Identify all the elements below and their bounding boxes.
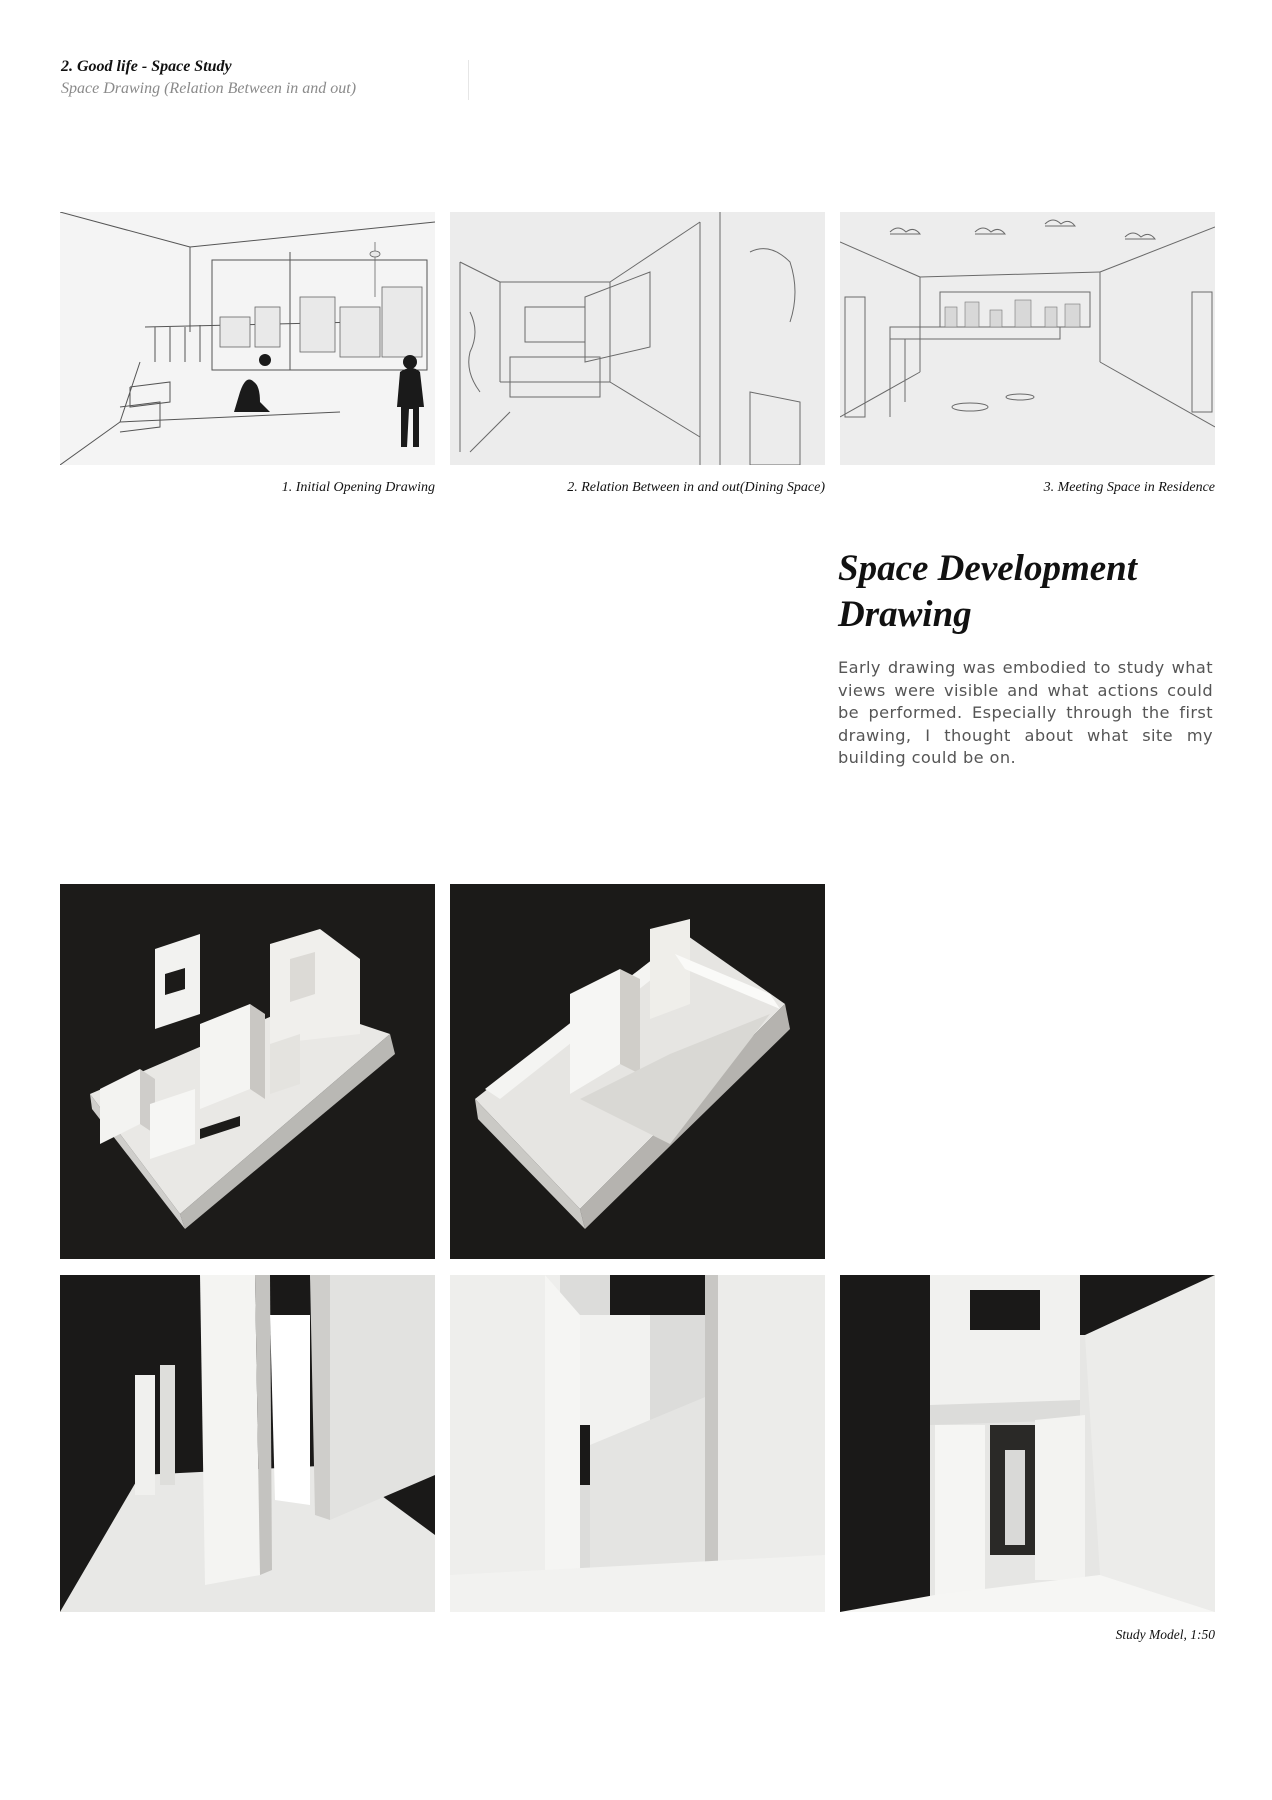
drawing-2-caption: 2. Relation Between in and out(Dining Space) xyxy=(567,480,825,495)
study-model-caption: Study Model, 1:50 xyxy=(1115,1627,1215,1642)
page-title: 2. Good life - Space Study xyxy=(61,58,232,75)
section-heading xyxy=(838,546,1218,638)
section-body: Early drawing was embodied to study what views were visible and what actions could be performed. Especially through the first drawing, I thought about what site my building could be on. xyxy=(838,658,1213,767)
section-heading-line1: Space Development xyxy=(838,548,1137,589)
section-heading-line2: Drawing xyxy=(838,594,972,635)
drawing-1-image xyxy=(60,212,435,465)
drawing-3-caption: 3. Meeting Space in Residence xyxy=(1043,480,1215,495)
drawing-2-image xyxy=(450,212,825,465)
page-subtitle: Space Drawing (Relation Between in and out) xyxy=(61,80,357,97)
model-photo-2 xyxy=(450,884,825,1259)
model-photo-3 xyxy=(60,1275,435,1612)
model-photo-5 xyxy=(840,1275,1215,1612)
model-photo-4 xyxy=(450,1275,825,1612)
model-photo-1 xyxy=(60,884,435,1259)
drawing-3-image xyxy=(840,212,1215,465)
header-divider xyxy=(468,60,469,100)
drawing-1-caption: 1. Initial Opening Drawing xyxy=(281,480,435,495)
